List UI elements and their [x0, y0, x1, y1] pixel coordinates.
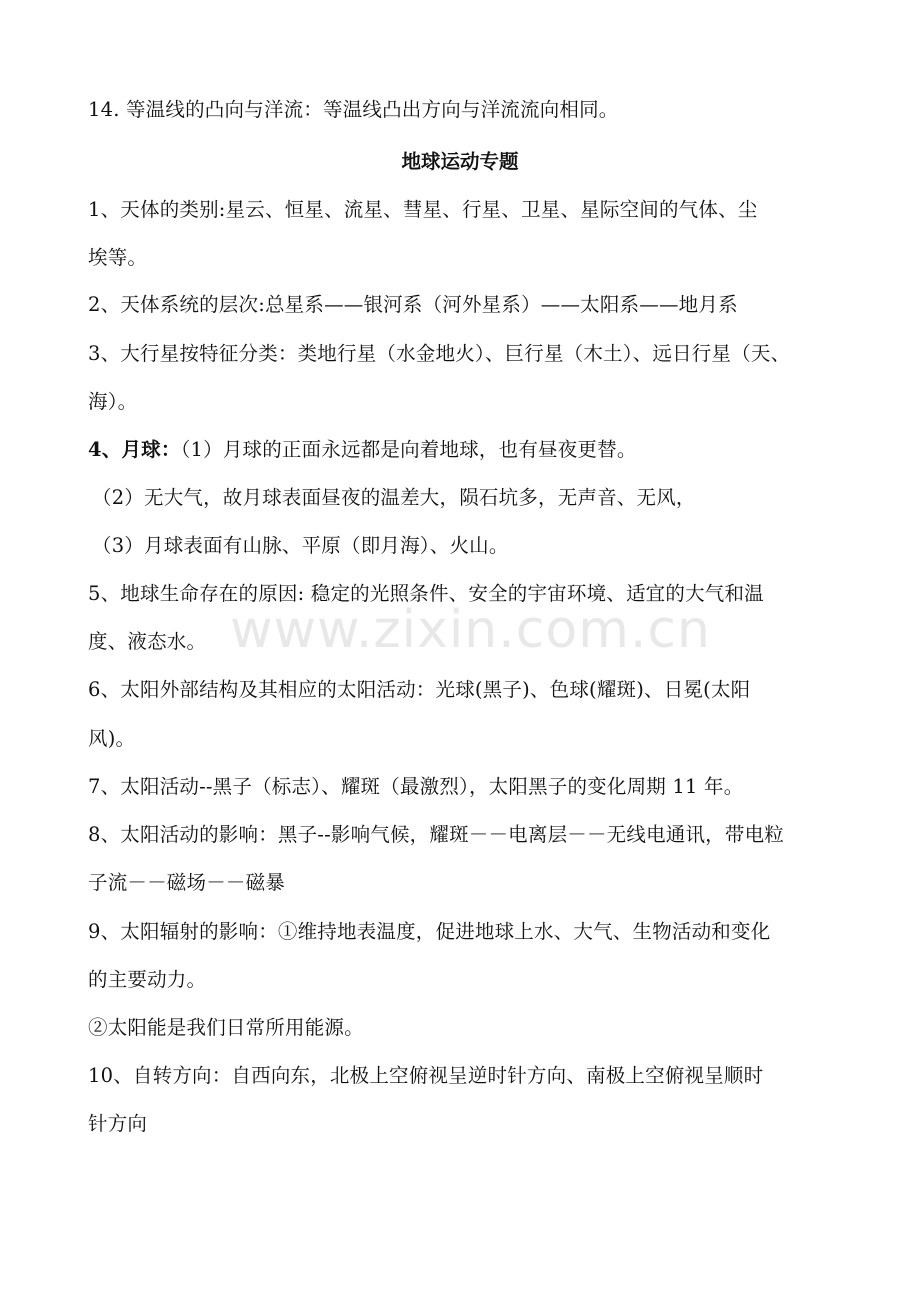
text-line-10a: 10、自转方向：自西向东，北极上空俯视呈逆时针方向、南极上空俯视呈顺时 [88, 1064, 764, 1087]
text-line-6a: 6、太阳外部结构及其相应的太阳活动：光球(黑子)、色球(耀斑)、日冕(太阳 [88, 678, 751, 701]
text-line-7: 7、太阳活动--黑子（标志）、耀斑（最激烈），太阳黑子的变化周期 11 年。 [88, 775, 744, 798]
text-line-9c: ②太阳能是我们日常所用能源。 [88, 1016, 364, 1039]
text-line-5b: 度、液态水。 [88, 630, 207, 653]
section-title: 地球运动专题 [401, 150, 519, 173]
text-line-9b: 的主要动力。 [88, 968, 207, 991]
text-line-9a: 9、太阳辐射的影响：①维持地表温度，促进地球上水、大气、生物活动和变化 [88, 920, 771, 943]
text-line-3b: 海）。 [88, 390, 138, 413]
text-line-10b: 针方向 [88, 1112, 148, 1135]
text-line-1b: 埃等。 [88, 246, 148, 269]
text-line-8b: 子流－－磁场－－磁暴 [88, 871, 286, 894]
text-line-4-2: （2）无大气，故月球表面昼夜的温差大，陨石坑多，无声音、无风， [92, 486, 696, 509]
text-line-6b: 风)。 [88, 727, 136, 750]
text-line-2: 2、天体系统的层次:总星系——银河系（河外星系）——太阳系——地月系 [88, 293, 738, 316]
text-line-4 [88, 438, 637, 462]
text-line-1a: 1、天体的类别:星云、恒星、流星、彗星、行星、卫星、星际空间的气体、尘 [88, 198, 758, 221]
text-line-3a: 3、大行星按特征分类：类地行星（水金地火）、巨行星（木土）、远日行星（天、 [88, 342, 791, 365]
text-line-4-3: （3）月球表面有山脉、平原（即月海）、火山。 [92, 534, 509, 557]
moon-point-1: （1）月球的正面永远都是向着地球，也有昼夜更替。 [180, 438, 637, 461]
text-line-5a: 5、地球生命存在的原因: 稳定的光照条件、安全的宇宙环境、适宜的大气和温 [88, 582, 764, 605]
text-line-8a: 8、太阳活动的影响：黑子--影响气候，耀斑－－电离层－－无线电通讯，带电粒 [88, 823, 784, 846]
text-line-14-isotherm: 14. 等温线的凸向与洋流：等温线凸出方向与洋流流向相同。 [88, 98, 619, 121]
watermark: www.zixin.com.cn [230, 600, 711, 660]
moon-label: 4、月球： [88, 438, 181, 461]
